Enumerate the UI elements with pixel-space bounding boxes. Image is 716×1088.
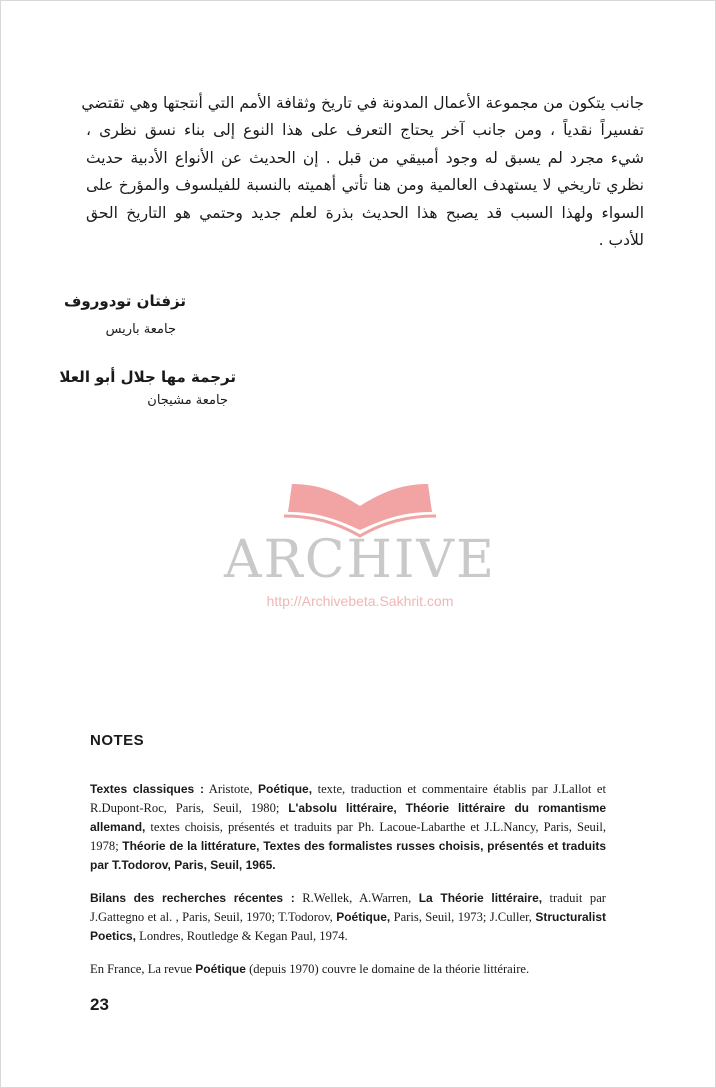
note-label: Textes classiques : xyxy=(90,782,204,796)
note-title: Structuralist Poetics, xyxy=(90,910,606,943)
note-poetique-review xyxy=(90,960,606,979)
notes-heading: NOTES xyxy=(90,732,145,749)
note-text: Paris, Seuil, 1973; J.Culler, xyxy=(390,910,536,924)
note-label: Bilans des recherches récentes : xyxy=(90,891,295,905)
translator-name: ترجمة مها جلال أبو العلا xyxy=(59,368,236,386)
note-recent-research xyxy=(90,889,606,946)
note-title: Théorie de la littérature, Textes des formalistes russes choisis, présentés et traduits par T.Todorov, Paris, Seuil, 1965. xyxy=(90,839,606,872)
arabic-body-paragraph xyxy=(81,90,644,254)
note-title: Poétique, xyxy=(336,910,391,924)
note-title: Poétique xyxy=(195,962,246,976)
open-book-icon xyxy=(200,478,520,538)
body-line: للأدب . xyxy=(598,231,644,250)
archive-watermark xyxy=(200,478,520,618)
note-text: En France, La revue xyxy=(90,962,196,976)
note-text: Aristote, xyxy=(203,782,259,796)
note-title: L'absolu littéraire, Théorie littéraire du romantisme allemand, xyxy=(90,801,606,834)
body-line: جانب يتكون من مجموعة الأعمال المدونة في تاريخ وثقافة الأمم التي أنتجتها وهي تقتضي xyxy=(81,94,644,112)
note-text: textes choisis, présentés et traduits par Ph. Lacoue-Labarthe et J.L.Nancy, Paris, Seuil, 1978; xyxy=(90,820,606,853)
note-text: Londres, Routledge & Kegan Paul, 1974. xyxy=(136,929,348,943)
note-text: traduit par J.Gattegno et al. , Paris, Seuil, 1970; T.Todorov, xyxy=(90,891,606,924)
body-line: تفسيراً نقدياً ، ومن جانب آخر يحتاج التعرف على هذا النوع إلى بناء نسق نظرى ، xyxy=(86,121,644,140)
body-line: نظري تاريخي لا يستهدف العالمية ومن هنا تأتي أهميته بالنسبة للفيلسوف والمؤرخ على xyxy=(86,176,644,195)
author-affiliation: جامعة باريس xyxy=(105,322,176,337)
note-text: (depuis 1970) couvre le domaine de la théorie littéraire. xyxy=(245,962,530,976)
page-number: 23 xyxy=(90,995,109,1014)
author-name: تزفتان تودوروف xyxy=(63,292,186,310)
translator-affiliation: جامعة مشيجان xyxy=(147,393,228,408)
watermark-title: ARCHIVE xyxy=(224,530,496,590)
note-title: La Théorie littéraire, xyxy=(418,891,543,905)
note-classic-texts xyxy=(90,780,606,875)
body-line: شيء مجرد لم يسبق له وجود أمبيقي من قبل . إن الحديث عن الأنواع الأدبية حديث xyxy=(86,148,644,167)
body-line: السواء ولهذا السبب قد يصبح هذا الحديث بذرة لعلم جديد وحتمي هو التاريخ الحق xyxy=(86,203,644,222)
note-text: R.Wellek, A.Warren, xyxy=(294,891,419,905)
note-text: texte, traduction et commentaire établis par J.Lallot et R.Dupont-Roc, Paris, Seuil, 1980; xyxy=(90,782,606,815)
note-title: Poétique, xyxy=(258,782,313,796)
watermark-url: http://Archivebeta.Sakhrit.com xyxy=(266,593,454,609)
